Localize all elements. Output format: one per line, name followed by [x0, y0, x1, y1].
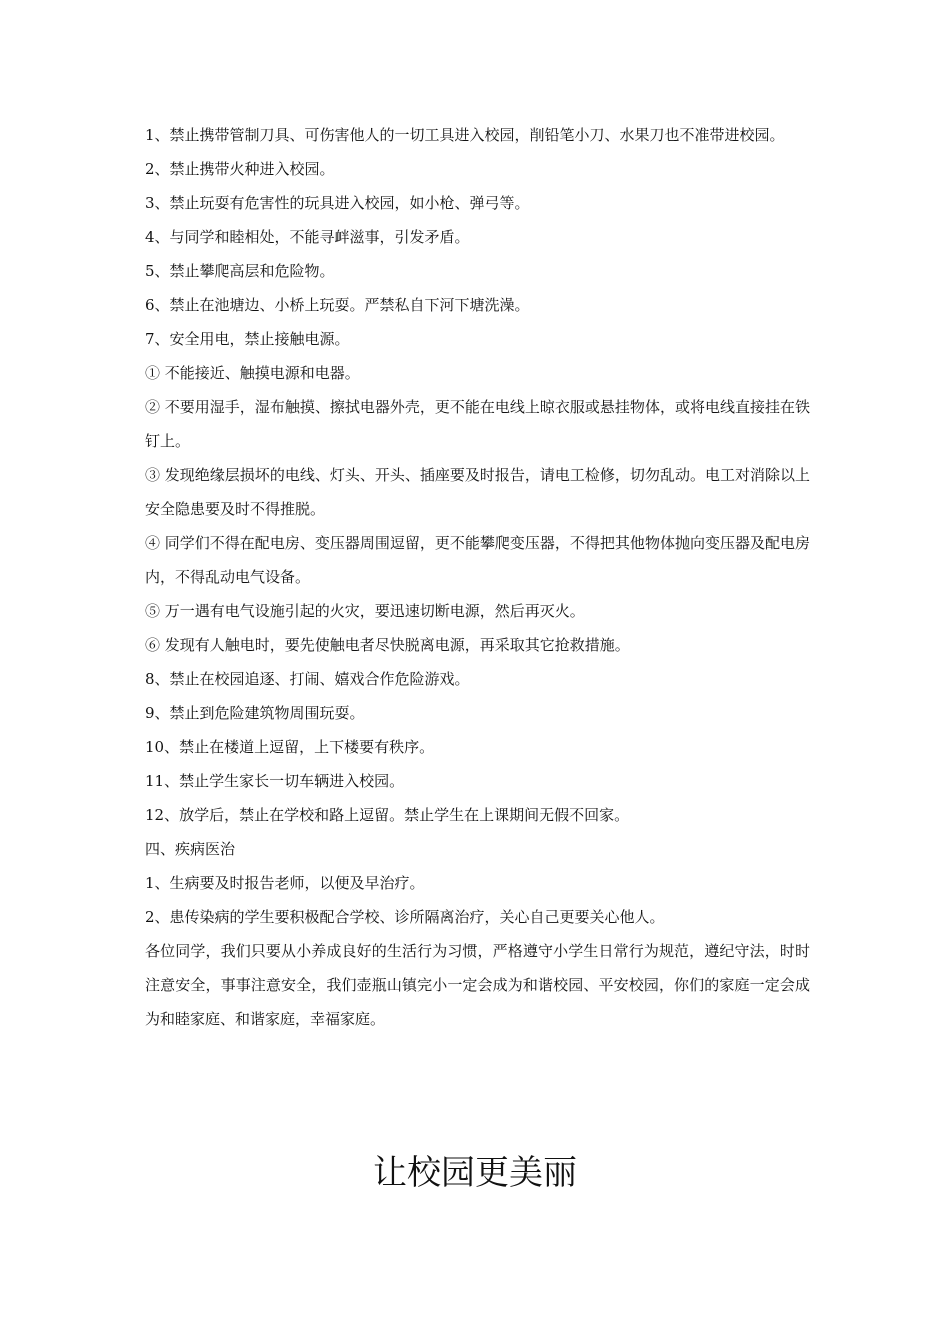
paragraph-rule-10: 10、禁止在楼道上逗留，上下楼要有秩序。 [145, 738, 435, 756]
next-article-title: 让校园更美丽 [373, 1153, 577, 1193]
paragraph-rule-7: 7、安全用电，禁止接触电源。 [145, 330, 350, 348]
paragraph-rule-9: 9、禁止到危险建筑物周围玩耍。 [145, 704, 365, 722]
paragraph-rule-12: 12、放学后，禁止在学校和路上逗留。禁止学生在上课期间无假不回家。 [145, 806, 630, 824]
paragraph-rule-1: 1、禁止携带管制刀具、可伤害他人的一切工具进入校园，削铅笔小刀、水果刀也不准带进校园。 [145, 126, 785, 144]
paragraph-sub-5: ⑤ 万一遇有电气设施引起的火灾，要迅速切断电源，然后再灭火。 [145, 602, 585, 620]
paragraph-sub-1: ① 不能接近、触摸电源和电器。 [145, 364, 360, 382]
paragraph-sub-2: ② 不要用湿手，湿布触摸、擦拭电器外壳，更不能在电线上晾衣服或悬挂物体，或将电线直接挂在铁钉上。 [145, 398, 810, 450]
paragraph-rule-4: 4、与同学和睦相处，不能寻衅滋事，引发矛盾。 [145, 228, 470, 246]
paragraph-disease-2: 2、患传染病的学生要积极配合学校、诊所隔离治疗，关心自己更要关心他人。 [145, 908, 665, 926]
document-body [145, 118, 810, 1036]
paragraph-closing: 各位同学，我们只要从小养成良好的生活行为习惯，严格遵守小学生日常行为规范，遵纪守法，时时注意安全，事事注意安全，我们壶瓶山镇完小一定会成为和谐校园、平安校园，你们的家庭一定会成为和睦家庭、和谐家庭，幸福家庭。 [145, 942, 810, 1028]
paragraph-sub-3: ③ 发现绝缘层损坏的电线、灯头、开头、插座要及时报告，请电工检修，切勿乱动。电工对消除以上安全隐患要及时不得推脱。 [145, 466, 810, 518]
paragraph-rule-5: 5、禁止攀爬高层和危险物。 [145, 262, 335, 280]
paragraph-sub-4: ④ 同学们不得在配电房、变压器周围逗留，更不能攀爬变压器，不得把其他物体抛向变压器及配电房内，不得乱动电气设备。 [145, 534, 810, 586]
paragraph-rule-11: 11、禁止学生家长一切车辆进入校园。 [145, 772, 405, 790]
paragraph-rule-8: 8、禁止在校园追逐、打闹、嬉戏合作危险游戏。 [145, 670, 470, 688]
paragraph-sub-6: ⑥ 发现有人触电时，要先使触电者尽快脱离电源，再采取其它抢救措施。 [145, 636, 630, 654]
section-heading-disease: 四、疾病医治 [145, 840, 236, 858]
paragraph-rule-2: 2、禁止携带火种进入校园。 [145, 160, 335, 178]
paragraph-rule-6: 6、禁止在池塘边、小桥上玩耍。严禁私自下河下塘洗澡。 [145, 296, 530, 314]
paragraph-rule-3: 3、禁止玩耍有危害性的玩具进入校园，如小枪、弹弓等。 [145, 194, 530, 212]
paragraph-disease-1: 1、生病要及时报告老师，以便及早治疗。 [145, 874, 425, 892]
